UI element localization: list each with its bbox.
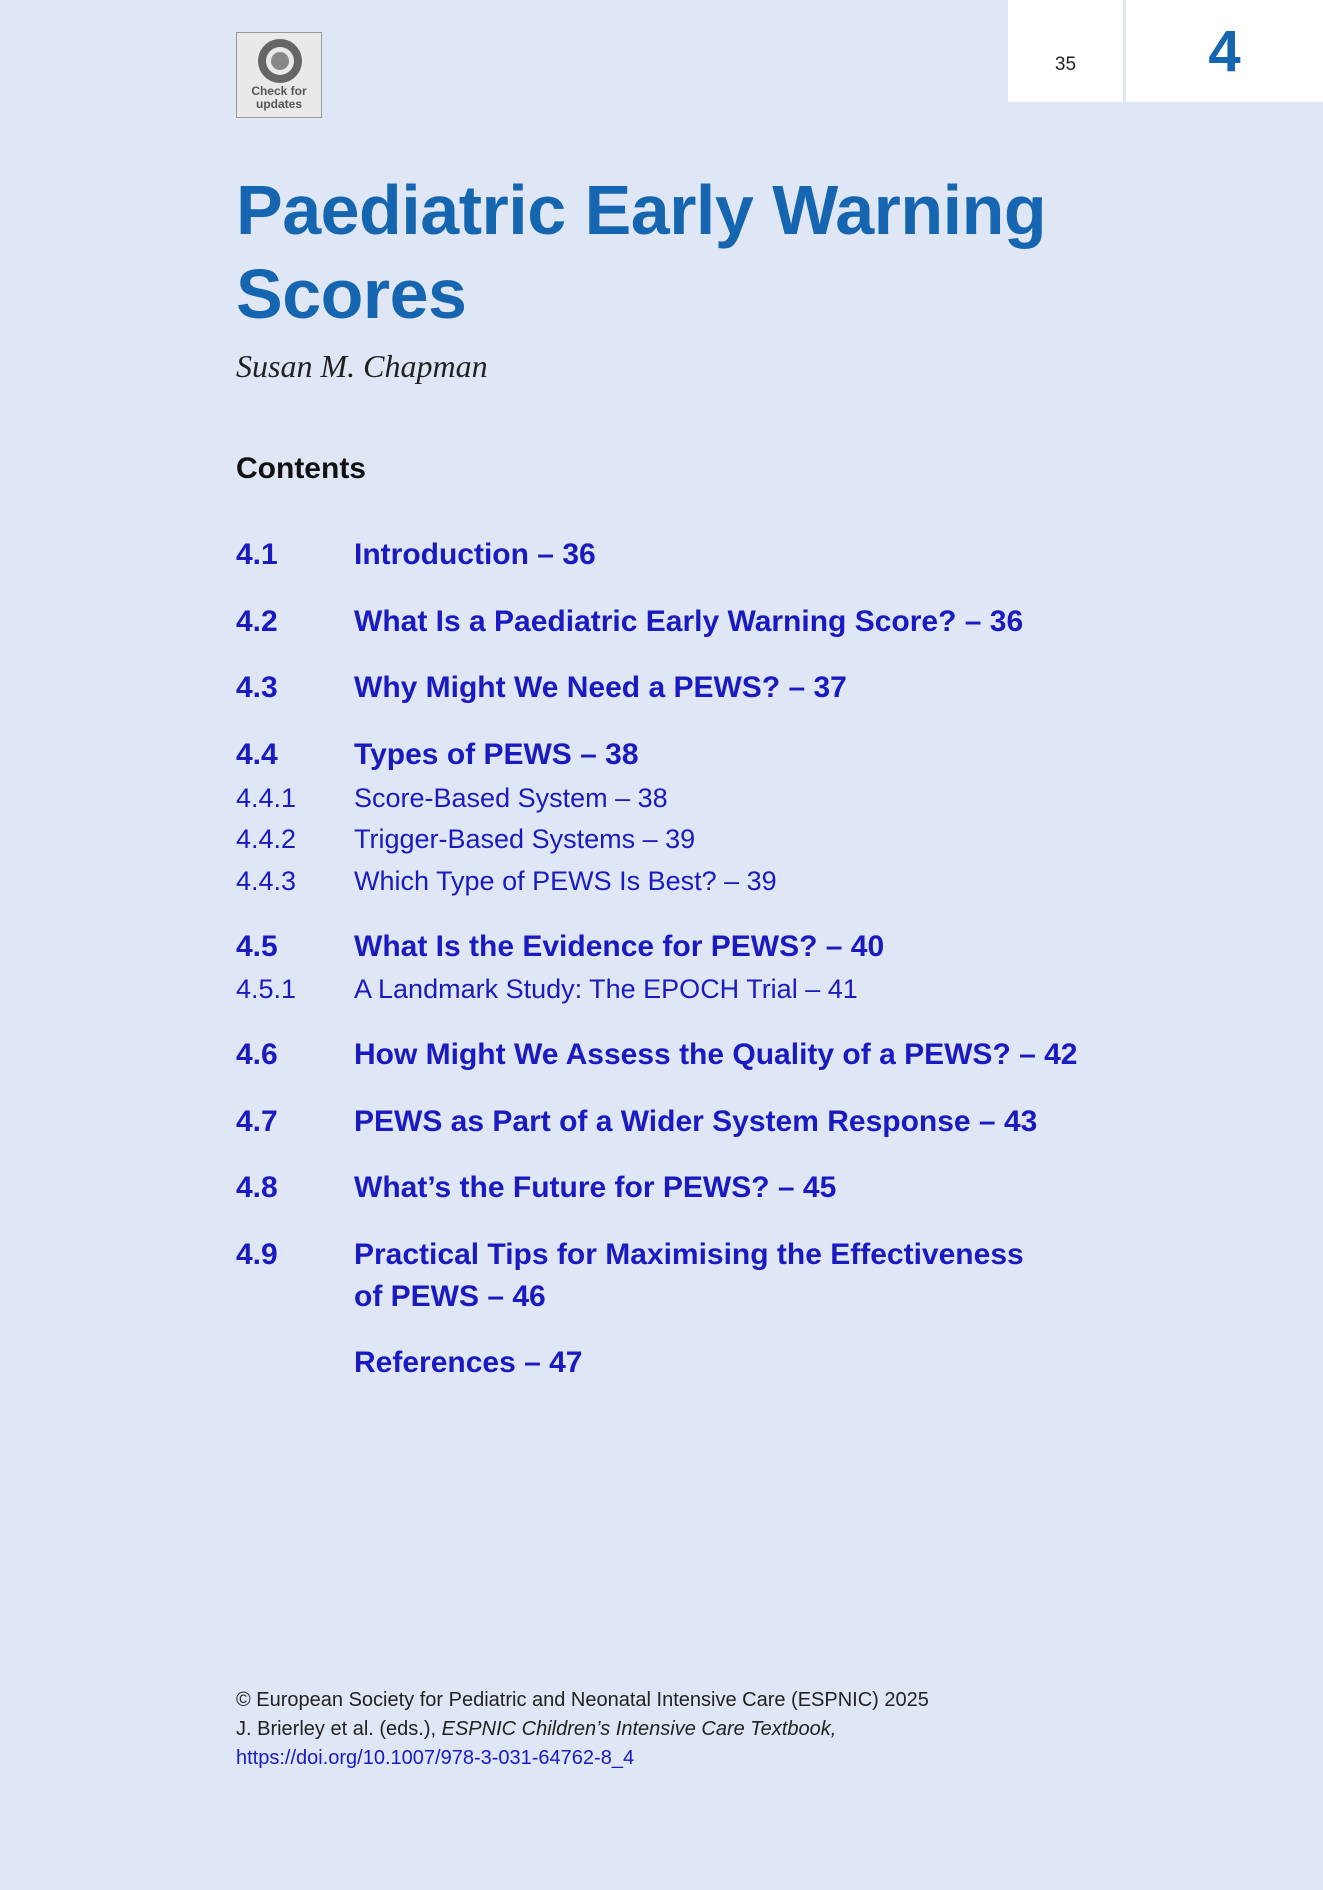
toc-entry-number: 4.4.3 [236,866,297,896]
page-header-box [1008,0,1323,102]
chapter-title-line-1: Paediatric Early Warning [236,171,1047,249]
toc-entry-label: Which Type of PEWS Is Best? – 39 [354,866,777,896]
toc-entry-number: 4.7 [236,1105,278,1138]
contents-heading: Contents [236,452,366,485]
toc-entry-label: Why Might We Need a PEWS? – 37 [354,671,847,704]
toc-entry-label: Trigger-Based Systems – 39 [354,824,696,854]
chapter-author: Susan M. Chapman [236,348,488,384]
toc-entry-label: A Landmark Study: The EPOCH Trial – 41 [354,974,858,1004]
footer-editors: J. Brierley et al. (eds.), [236,1718,437,1740]
toc-entry-number: 4.6 [236,1038,278,1071]
toc-entry-label: What Is the Evidence for PEWS? – 40 [354,930,885,963]
chapter-title [236,168,1136,336]
footer-copyright: © European Society for Pediatric and Neonatal Intensive Care (ESPNIC) 2025 [236,1689,929,1711]
toc-entry-number: 4.1 [236,538,278,571]
toc-entry-number: 4.4.1 [236,783,297,813]
chapter-number: 4 [1208,19,1241,84]
page-number: 35 [1054,54,1077,75]
badge-text [237,85,321,111]
bookmark-icon [271,52,289,70]
toc-entry-label: How Might We Assess the Quality of a PEWS? – 42 [354,1038,1078,1071]
toc-entry-label: PEWS as Part of a Wider System Response – 43 [354,1105,1038,1138]
toc-entry-number: 4.3 [236,671,278,704]
toc-entry-label: What’s the Future for PEWS? – 45 [354,1171,837,1204]
toc-entry-label: Types of PEWS – 38 [354,738,639,771]
toc-entry-number: 4.2 [236,605,278,638]
footer-citation [236,1715,929,1744]
toc-entry-label [354,1234,1114,1318]
chapter-title-line-2: Scores [236,255,467,333]
toc-entry-label: Introduction – 36 [354,538,596,571]
toc-entry-label: What Is a Paediatric Early Warning Score? – 36 [354,605,1024,638]
badge-line-2: updates [255,97,302,111]
toc-entry-label-line-1: Practical Tips for Maximising the Effectiveness [354,1238,1024,1271]
badge-line-1: Check for [251,84,307,98]
toc-entry-label: References – 47 [354,1346,583,1379]
toc-entry-number: 4.5 [236,930,278,963]
footer-doi-link[interactable]: https://doi.org/10.1007/978-3-031-64762-8_4 [236,1747,635,1769]
toc-entry-number: 4.8 [236,1171,278,1204]
toc-entry-number: 4.5.1 [236,974,297,1004]
footer [236,1686,929,1773]
toc-entry-label-line-2: of PEWS – 46 [354,1280,546,1313]
check-for-updates-badge[interactable] [236,32,322,118]
toc-entry-number: 4.4.2 [236,824,297,854]
footer-book-title: ESPNIC Children’s Intensive Care Textbook, [441,1718,837,1740]
toc-entry-number: 4.4 [236,738,278,771]
toc-entry-number: 4.9 [236,1238,278,1271]
toc-entry-label: Score-Based System – 38 [354,783,668,813]
